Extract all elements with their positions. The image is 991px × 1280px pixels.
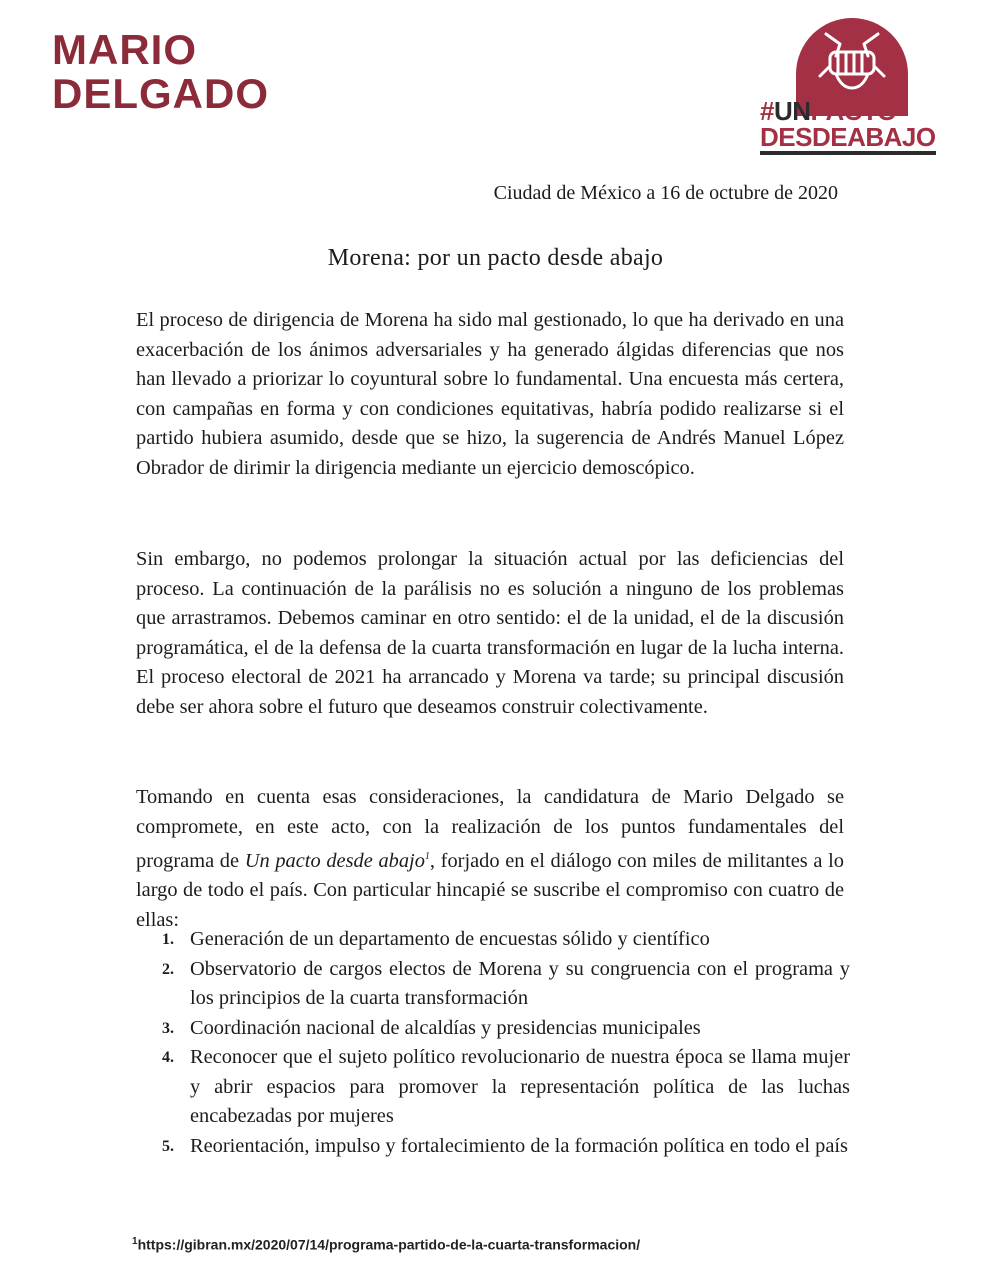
list-item: [150, 1132, 850, 1162]
paragraph-2: Sin embargo, no podemos prolongar la situación actual por las deficiencias del proceso. La continuación de la parálisis no es solución a ninguno de los problemas que arrastramos. Debemos caminar en otro sentido: el de la unidad, el de la discusión programática, el de la defensa de la cuarta transformación en lugar de la lucha interna. El proceso electoral de 2021 ha arrancado y Morena va tarde; su principal discusión debe ser ahora sobre el futuro que deseamos construir colectivamente.: [136, 548, 844, 718]
program-name: Un pacto desde abajo: [244, 849, 425, 872]
brand-line-1: MARIO: [52, 26, 197, 73]
list-item: [150, 1043, 850, 1132]
commitments-list: [150, 925, 850, 1161]
footnote: [132, 1236, 640, 1253]
logo-hash: #: [760, 96, 774, 126]
paragraph-3-after: , forjado en el diálogo con miles de militantes a lo largo de todo el país. Con particular hincapié se suscribe el compromiso con cuatro de ellas:: [136, 849, 844, 931]
list-item: [150, 925, 850, 955]
logo-desdeabajo: DESDEABAJO: [760, 124, 936, 155]
list-text: Reorientación, impulso y fortalecimiento de la formación política en todo el país: [190, 1134, 848, 1157]
dateline: Ciudad de México a 16 de octubre de 2020: [493, 182, 838, 204]
paragraph-3: [136, 783, 844, 935]
list-text: Reconocer que el sujeto político revolucionario de nuestra época se llama mujer y abrir espacios para promover la representación política de las luchas encabezadas por mujeres: [190, 1046, 850, 1127]
campaign-logo: [752, 18, 952, 168]
paragraph-1: El proceso de dirigencia de Morena ha sido mal gestionado, lo que ha derivado en una exacerbación de los ánimos adversariales y ha generado álgidas diferencias que nos han llevado a priorizar lo coyuntural sobre lo fundamental. Una encuesta más certera, con campañas en forma y con condiciones equitativas, habría podido realizarse si el partido hubiera asumido, desde que se hizo, la sugerencia de Andrés Manuel López Obrador de dirimir la dirigencia mediante un ejercicio demoscópico.: [136, 309, 844, 479]
brand-name: [52, 28, 269, 116]
logo-un: UN: [773, 96, 811, 126]
list-number: 4.: [162, 1049, 174, 1066]
logo-pacto: PACTO: [810, 96, 897, 126]
list-item: [150, 1014, 850, 1044]
list-text: Generación de un departamento de encuestas sólido y científico: [190, 928, 710, 950]
list-text: Observatorio de cargos electos de Morena y su congruencia con el programa y los principios de la cuarta transformación: [190, 957, 850, 1009]
list-number: 1.: [162, 931, 174, 948]
paragraph-3-before: Tomando en cuenta esas consideraciones, la candidatura de Mario Delgado se compromete, en este acto, con la realización de los puntos fundamentales del programa de: [136, 786, 844, 872]
document-title: Morena: por un pacto desde abajo: [327, 245, 664, 271]
list-number: 5.: [162, 1137, 174, 1155]
logo-hashtag: [760, 98, 950, 155]
brand-line-2: DELGADO: [52, 70, 269, 117]
list-item: [150, 955, 850, 1014]
list-number: 3.: [162, 1019, 174, 1037]
list-number: 2.: [162, 960, 174, 978]
footnote-marker: 1: [132, 1236, 138, 1247]
list-text: Coordinación nacional de alcaldías y presidencias municipales: [190, 1016, 701, 1039]
footnote-link[interactable]: https://gibran.mx/2020/07/14/programa-partido-de-la-cuarta-transformacion/: [137, 1236, 641, 1253]
footnote-reference: 1: [424, 851, 430, 862]
